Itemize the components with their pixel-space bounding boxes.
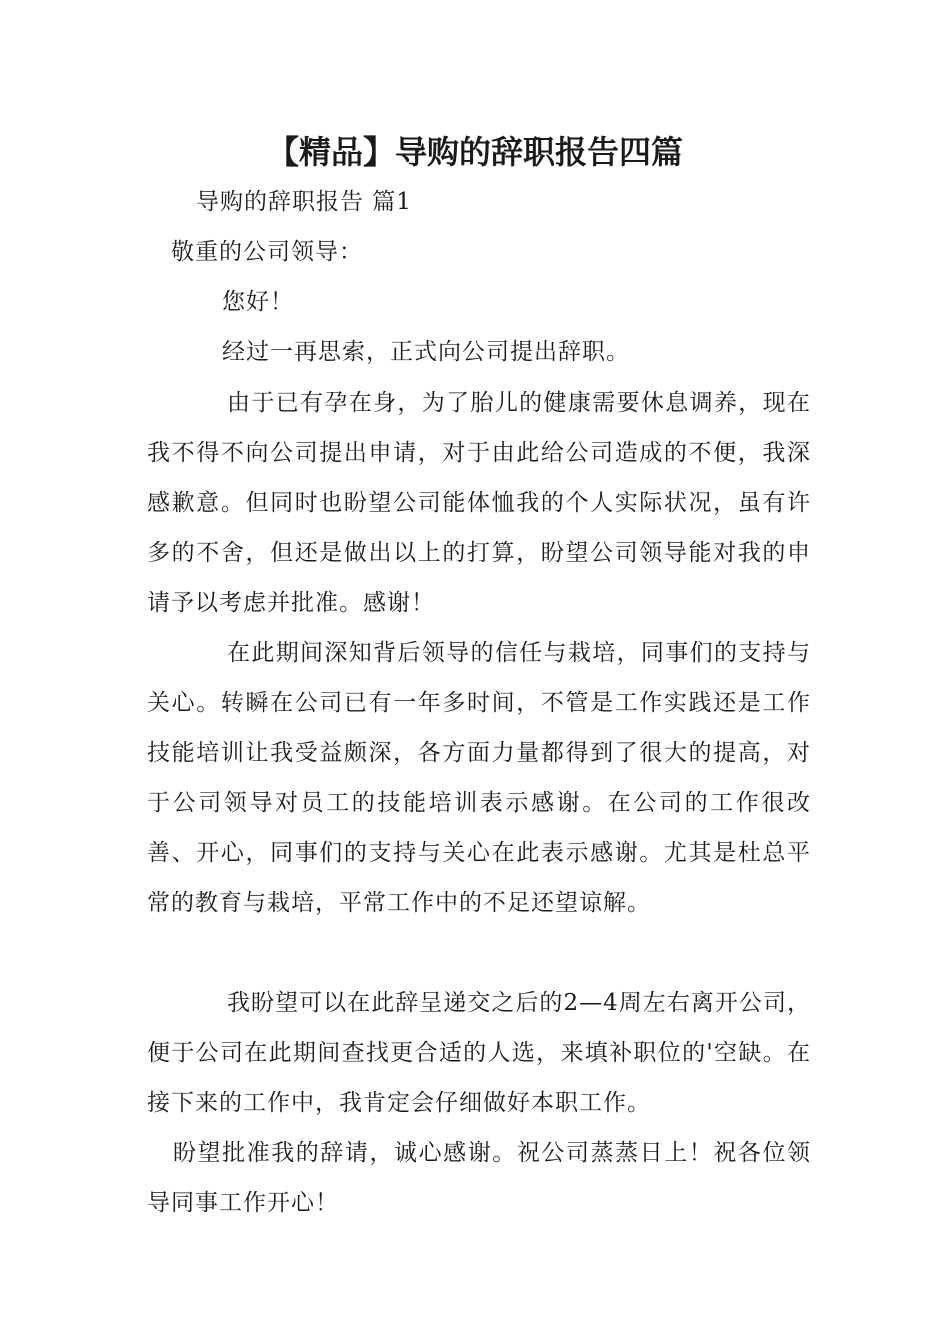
closing-paragraph: 盼望批准我的辞请，诚心感谢。祝公司蒸蒸日上！祝各位领导同事工作开心！ xyxy=(147,1140,811,1216)
intro-line: 经过一再思索，正式向公司提出辞职。 xyxy=(222,339,630,365)
paragraph: 我盼望可以在此辞呈递交之后的2—4周左右离开公司，便于公司在此期间查找更合适的人选，来填补职位的'空缺。在接下来的工作中，我肯定会仔细做好本职工作。 xyxy=(147,990,811,1116)
paragraph: 在此期间深知背后领导的信任与栽培，同事们的支持与关心。转瞬在公司已有一年多时间，不管是工作实践还是工作技能培训让我受益颇深，各方面力量都得到了很大的提高，对于公司领导对员工的技能培训表示感谢。在公司的工作很改善、开心，同事们的支持与关心在此表示感谢。尤其是杜总平常的教育与栽培，平常工作中的不足还望谅解。 xyxy=(147,640,811,916)
salutation: 敬重的公司领导： xyxy=(171,239,363,265)
greeting: 您好！ xyxy=(222,289,294,315)
paragraph: 由于已有孕在身，为了胎儿的健康需要休息调养，现在我不得不向公司提出申请，对于由此给公司造成的不便，我深感歉意。但同时也盼望公司能体恤我的个人实际状况，虽有许多的不舍，但还是做出以上的打算，盼望公司领导能对我的申请予以考虑并批准。感谢！ xyxy=(147,390,811,616)
section-heading: 导购的辞职报告 篇1 xyxy=(196,189,412,215)
document-title: 【精品】导购的辞职报告四篇 xyxy=(266,133,683,171)
